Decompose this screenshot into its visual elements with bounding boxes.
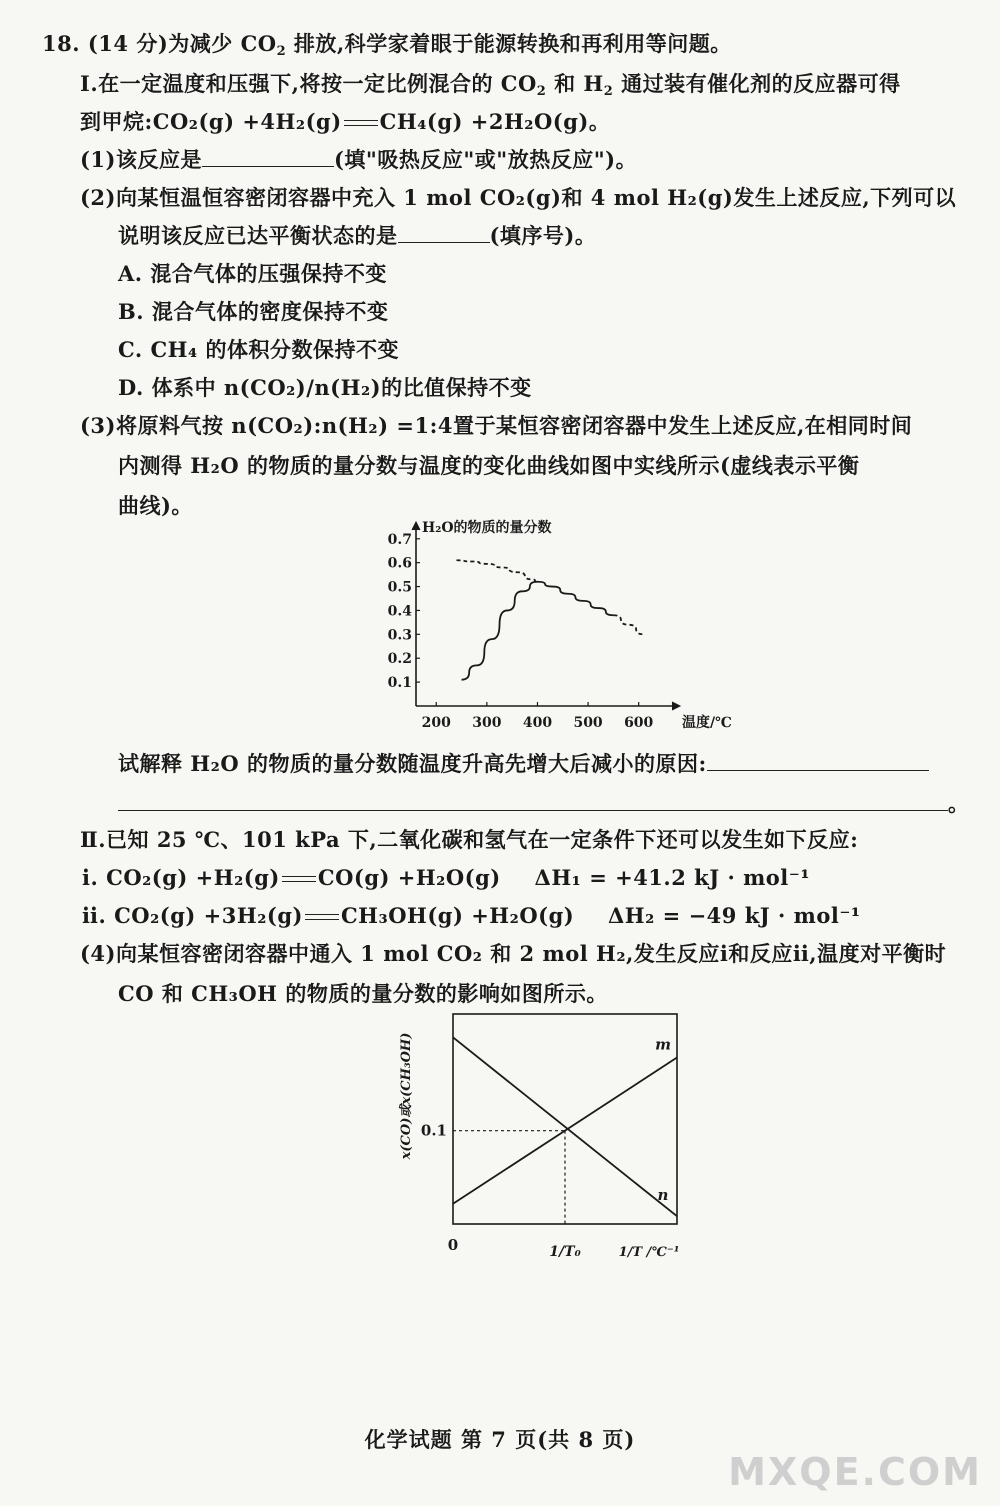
y-tick-label: 0.5 — [387, 579, 412, 596]
chart-h2o-fraction — [370, 520, 732, 737]
y-mark-label: 0.1 — [420, 1121, 447, 1140]
page-footer: 化学试题 第 7 页(共 8 页) — [364, 1427, 636, 1452]
q3-text: (3)将原料气按 n(CO₂):n(H₂) =1:4置于某恒容密闭容器中发生上述反应,在相同时间 — [80, 413, 913, 438]
y-axis-label: x(CO)或x(CH₃OH) — [399, 1032, 414, 1160]
y-tick-label: 0.7 — [387, 531, 412, 548]
y-axis-arrow-icon — [412, 522, 420, 530]
q2-text: (2)向某恒温恒容密闭容器中充入 1 mol CO₂(g)和 4 mol H₂(g)发生上述反应,下列可以 — [80, 185, 957, 210]
equilibrium-arrow-icon — [280, 874, 318, 886]
equilibrium-curve — [456, 560, 537, 582]
x-mark-label: 1/T₀ — [549, 1244, 581, 1260]
x-axis-label: 1/T /℃⁻¹ — [618, 1245, 680, 1260]
x-origin-label: 0 — [447, 1236, 459, 1254]
q3-answer-blank-2[interactable] — [118, 790, 948, 811]
part2-intro: Ⅱ.已知 25 ℃、101 kPa 下,二氧化碳和氢气在一定条件下还可以发生如下反应: — [80, 827, 859, 852]
y-tick-label: 0.2 — [387, 651, 412, 668]
y-axis-label: H₂O的物质的量分数 — [422, 520, 552, 536]
x-tick-label: 200 — [421, 715, 451, 731]
line-n — [453, 1037, 677, 1216]
q3-explain: 试解释 H₂O 的物质的量分数随温度升高先增大后减小的原因: — [118, 750, 929, 778]
option-d: D. 体系中 n(CO₂)/n(H₂)的比值保持不变 — [118, 375, 532, 400]
q2-text-line2: 说明该反应已达平衡状态的是 (填序号)。 — [118, 223, 597, 248]
series-label-n: n — [657, 1186, 669, 1205]
part1-equation: 到甲烷:CO₂(g) +4H₂(g) CH₄(g) +2H₂O(g)。 — [80, 109, 611, 134]
x-tick-label: 300 — [472, 715, 502, 731]
option-a: A. 混合气体的压强保持不变 — [118, 261, 387, 286]
q3-answer-line2: 。 — [118, 790, 970, 818]
q2-answer-blank[interactable] — [398, 222, 490, 243]
y-tick-label: 0.1 — [387, 675, 412, 692]
series-label-m: m — [655, 1035, 671, 1054]
q1-answer-blank[interactable] — [202, 146, 334, 167]
option-b: B. 混合气体的密度保持不变 — [118, 299, 389, 324]
q4-text-line2: CO 和 CH₃OH 的物质的量分数的影响如图所示。 — [118, 981, 608, 1006]
part1-intro: Ⅰ.在一定温度和压强下,将按一定比例混合的 $CO_2$ 和 $H_2$ 通过装有催化剂的反应器可得 — [80, 71, 901, 99]
reaction-ii: ⅱ. CO₂(g) +3H₂(g) CH₃OH(g) +H₂O(g) ΔH₂ = −49 kJ · mol⁻¹ — [82, 903, 861, 928]
equilibrium-arrow-icon — [303, 912, 341, 924]
q4-text: (4)向某恒容密闭容器中通入 1 mol CO₂ 和 2 mol H₂,发生反应ⅰ和反应ⅱ,温度对平衡时 — [80, 941, 947, 966]
x-axis-label: 温度/℃ — [682, 715, 732, 731]
equilibrium-curve — [613, 615, 643, 634]
measured-curve — [462, 582, 614, 680]
x-tick-label: 500 — [573, 715, 603, 731]
watermark: MXQE.COM — [728, 1450, 982, 1494]
q1-text: (1)该反应是 (填"吸热反应"或"放热反应")。 — [80, 147, 638, 172]
option-c: C. CH₄ 的体积分数保持不变 — [118, 337, 400, 362]
y-tick-label: 0.3 — [387, 627, 412, 644]
x-tick-label: 600 — [624, 715, 654, 731]
y-tick-label: 0.6 — [387, 555, 412, 572]
equilibrium-arrow-icon — [342, 118, 380, 130]
x-tick-label: 400 — [522, 715, 553, 731]
q3-answer-blank[interactable] — [707, 750, 929, 771]
reaction-i: ⅰ. CO₂(g) +H₂(g) CO(g) +H₂O(g) ΔH₁ = +41.2 kJ · mol⁻¹ — [82, 865, 811, 890]
q3-text-line2: 内测得 H₂O 的物质的量分数与温度的变化曲线如图中实线所示(虚线表示平衡 — [118, 453, 860, 478]
chart-co-ch3oh-fraction — [380, 1008, 710, 1280]
y-tick-label: 0.4 — [387, 603, 412, 620]
x-axis-arrow-icon — [672, 702, 680, 710]
question-header: 18. (14 分)为减少 $CO_2$ 排放,科学家着眼于能源转换和再利用等问题。 — [42, 31, 732, 59]
q3-text-line3: 曲线)。 — [118, 493, 193, 518]
